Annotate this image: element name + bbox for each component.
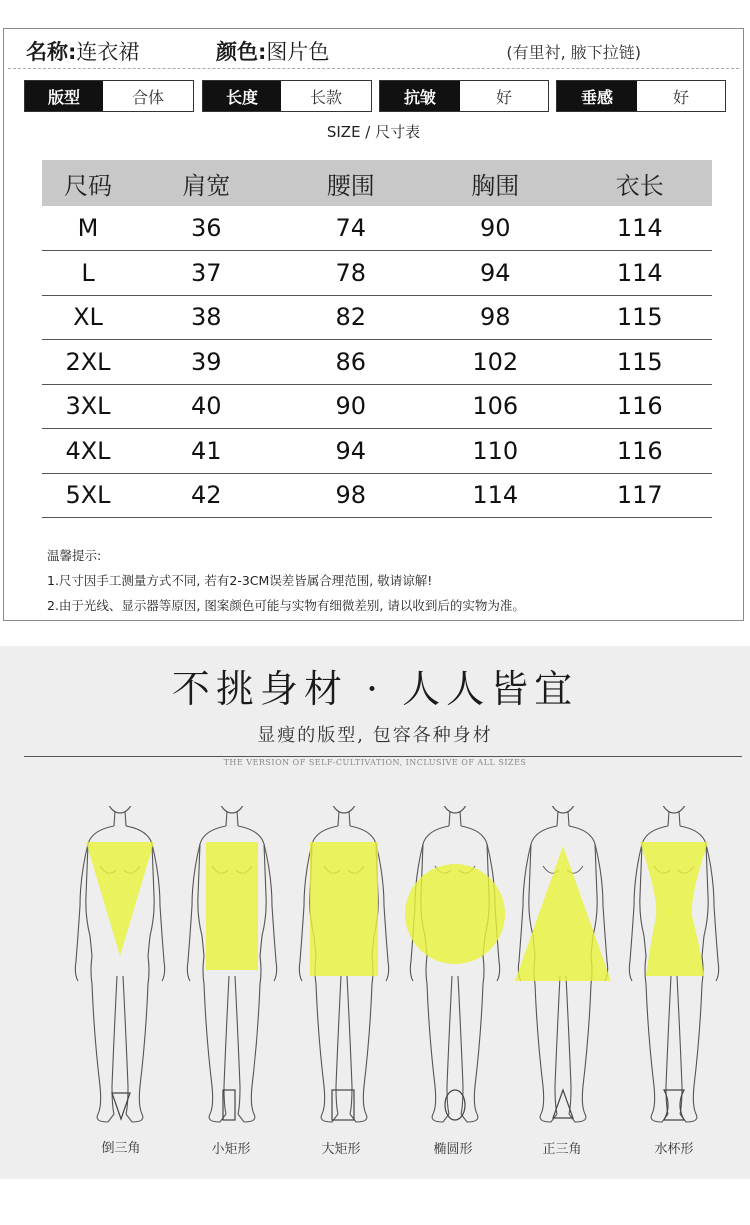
cell-size: XL bbox=[42, 295, 134, 340]
size-table-title: SIZE / 尺寸表 bbox=[326, 123, 421, 141]
tips-line-1: 1.尺寸因手工测量方式不同, 若有2-3CM误差皆属合理范围, 敬请谅解! bbox=[47, 573, 433, 588]
attribute-value: 好 bbox=[637, 81, 725, 111]
cell-size: 2XL bbox=[42, 340, 134, 385]
cell-shoulder: 39 bbox=[134, 340, 279, 385]
attribute-row bbox=[4, 80, 743, 112]
figure-inverted-triangle bbox=[75, 806, 164, 1122]
body-figures-illustration bbox=[0, 806, 750, 1179]
dashed-divider bbox=[8, 68, 739, 69]
attribute-key: 长度 bbox=[203, 81, 281, 111]
figure-cup bbox=[629, 806, 718, 1122]
attribute-value: 好 bbox=[460, 81, 548, 111]
body-type-headline: 不挑身材 · 人人皆宜 bbox=[171, 667, 579, 711]
cell-length: 116 bbox=[568, 429, 713, 474]
product-color-value: 图片色 bbox=[266, 40, 330, 64]
attribute-wrinkle bbox=[379, 80, 549, 112]
cell-length: 115 bbox=[568, 295, 713, 340]
header-size: 尺码 bbox=[42, 160, 134, 206]
figure-large-rectangle bbox=[299, 806, 388, 1122]
cell-shoulder: 38 bbox=[134, 295, 279, 340]
cell-chest: 98 bbox=[423, 295, 568, 340]
header-waist: 腰围 bbox=[279, 160, 424, 206]
cell-length: 116 bbox=[568, 384, 713, 429]
figure-ellipse bbox=[405, 806, 505, 1122]
figure-label: 正三角 bbox=[542, 1142, 582, 1157]
product-name-value: 连衣裙 bbox=[76, 40, 140, 64]
attribute-fit bbox=[24, 80, 194, 112]
cell-chest: 110 bbox=[423, 429, 568, 474]
cell-chest: 102 bbox=[423, 340, 568, 385]
header-shoulder: 肩宽 bbox=[134, 160, 279, 206]
cell-length: 115 bbox=[568, 340, 713, 385]
tips-title: 温馨提示: bbox=[47, 548, 102, 563]
tips bbox=[47, 543, 525, 618]
product-color-label: 颜色: bbox=[216, 40, 267, 64]
cell-chest: 114 bbox=[423, 473, 568, 518]
product-name-label: 名称: bbox=[26, 40, 77, 64]
cell-waist: 94 bbox=[279, 429, 424, 474]
table-row bbox=[42, 340, 712, 385]
header-chest: 胸围 bbox=[423, 160, 568, 206]
table-row bbox=[42, 473, 712, 518]
cell-length: 114 bbox=[568, 251, 713, 296]
attribute-length bbox=[202, 80, 372, 112]
table-row bbox=[42, 206, 712, 251]
cell-waist: 86 bbox=[279, 340, 424, 385]
attribute-drape bbox=[556, 80, 726, 112]
attribute-value: 长款 bbox=[281, 81, 371, 111]
table-row bbox=[42, 295, 712, 340]
cell-waist: 98 bbox=[279, 473, 424, 518]
cell-length: 114 bbox=[568, 206, 713, 251]
attribute-value: 合体 bbox=[103, 81, 193, 111]
product-color bbox=[216, 36, 329, 66]
attribute-key: 抗皱 bbox=[380, 81, 460, 111]
cell-size: L bbox=[42, 251, 134, 296]
figure-small-rectangle bbox=[187, 806, 276, 1122]
cell-length: 117 bbox=[568, 473, 713, 518]
figure-label: 倒三角 bbox=[101, 1141, 141, 1156]
cell-chest: 106 bbox=[423, 384, 568, 429]
size-table bbox=[42, 160, 712, 518]
cell-chest: 94 bbox=[423, 251, 568, 296]
cell-size: 5XL bbox=[42, 473, 134, 518]
table-row bbox=[42, 384, 712, 429]
body-type-subline: 显瘦的版型, 包容各种身材 bbox=[257, 725, 493, 746]
english-tagline: THE VERSION OF SELF-CULTIVATION, INCLUSIVE OF ALL SIZES bbox=[218, 758, 533, 767]
size-card bbox=[3, 28, 744, 621]
cell-shoulder: 37 bbox=[134, 251, 279, 296]
figure-triangle bbox=[515, 806, 611, 1122]
cell-size: M bbox=[42, 206, 134, 251]
cell-waist: 90 bbox=[279, 384, 424, 429]
table-row bbox=[42, 251, 712, 296]
cell-shoulder: 36 bbox=[134, 206, 279, 251]
cell-chest: 90 bbox=[423, 206, 568, 251]
cell-shoulder: 42 bbox=[134, 473, 279, 518]
figure-label: 水杯形 bbox=[654, 1142, 694, 1157]
header-length: 衣长 bbox=[568, 160, 713, 206]
tips-line-2: 2.由于光线、显示器等原因, 图案颜色可能与实物有细微差别, 请以收到后的实物为准。 bbox=[47, 598, 525, 613]
cell-size: 4XL bbox=[42, 429, 134, 474]
figure-label: 椭圆形 bbox=[433, 1142, 473, 1157]
cell-waist: 74 bbox=[279, 206, 424, 251]
cell-waist: 82 bbox=[279, 295, 424, 340]
cell-shoulder: 41 bbox=[134, 429, 279, 474]
attribute-key: 垂感 bbox=[557, 81, 637, 111]
attribute-key: 版型 bbox=[25, 81, 103, 111]
figure-label: 小矩形 bbox=[211, 1142, 251, 1157]
product-note: (有里衬, 腋下拉链) bbox=[506, 43, 641, 62]
cell-waist: 78 bbox=[279, 251, 424, 296]
product-info-row bbox=[4, 29, 743, 67]
table-row bbox=[42, 429, 712, 474]
figure-label: 大矩形 bbox=[321, 1142, 361, 1157]
cell-shoulder: 40 bbox=[134, 384, 279, 429]
product-name bbox=[26, 36, 139, 66]
size-table-header bbox=[42, 160, 712, 206]
cell-size: 3XL bbox=[42, 384, 134, 429]
body-type-section bbox=[0, 646, 750, 1179]
